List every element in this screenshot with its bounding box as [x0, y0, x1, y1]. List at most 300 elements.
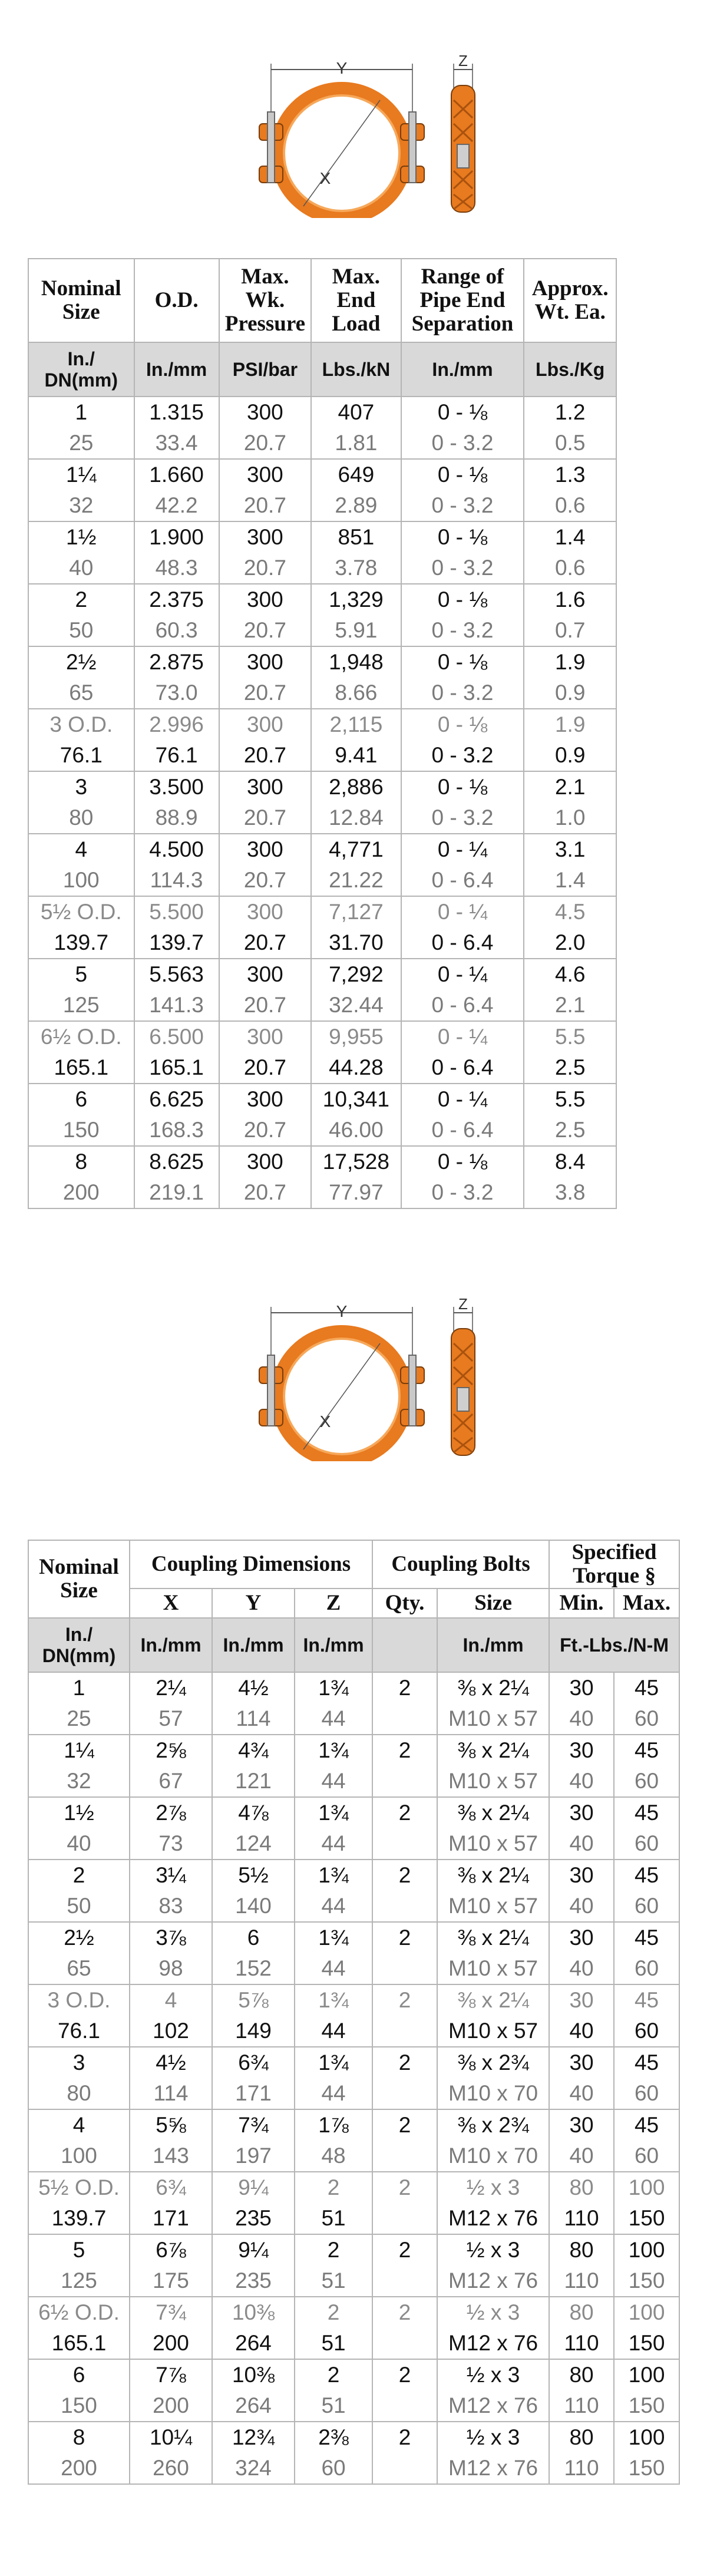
separation-cell [401, 834, 524, 896]
od-cell-primary: 1.660 [149, 463, 204, 487]
torque-max-cell [614, 2109, 679, 2172]
z-cell [295, 1922, 372, 1984]
x-cell-secondary: 114 [153, 2081, 189, 2105]
pressure-cell [219, 397, 312, 459]
nominal-size-cell-secondary: 200 [61, 2456, 97, 2480]
end-load-cell-secondary: 1.81 [335, 431, 378, 455]
nominal-size-cell-secondary: 80 [67, 2081, 91, 2105]
nominal-size-cell-secondary: 80 [69, 805, 94, 830]
nominal-size-cell-primary: 3 [72, 2050, 85, 2075]
x-cell-primary: 3¼ [156, 1863, 186, 1887]
torque-max-cell-primary: 45 [634, 1863, 659, 1887]
bolt-size-cell [437, 1922, 549, 1984]
x-cell-secondary: 200 [153, 2331, 189, 2355]
nominal-size-cell [28, 2234, 130, 2297]
z-cell-secondary: 51 [321, 2393, 346, 2418]
separation-cell [401, 1084, 524, 1146]
nominal-size-cell [28, 521, 134, 584]
x-cell [130, 2047, 212, 2109]
y-cell-primary: 7¾ [238, 2113, 269, 2137]
nominal-size-cell-secondary: 40 [67, 1831, 91, 1855]
table-row [28, 1922, 679, 1984]
z-cell-secondary: 44 [321, 2019, 346, 2043]
od-cell-secondary: 33.4 [155, 431, 198, 455]
nominal-size-cell-primary: 2½ [66, 650, 97, 674]
bolt-size-cell-secondary: M12 x 76 [448, 2331, 538, 2355]
od-cell [134, 1084, 219, 1146]
weight-cell-primary: 5.5 [554, 1025, 586, 1049]
torque-min-cell [549, 1860, 614, 1922]
qty-cell-value: 2 [398, 1738, 411, 1762]
pressure-cell [219, 584, 312, 646]
qty-cell-spacer [373, 2390, 437, 2421]
z-cell [295, 2109, 372, 2172]
qty-cell [372, 1797, 437, 1860]
x-cell-primary: 5⅝ [156, 2113, 186, 2137]
z-cell [295, 2297, 372, 2359]
nominal-size-cell-primary: 4 [75, 837, 88, 861]
od-cell-secondary: 219.1 [149, 1180, 204, 1204]
bolt-size-cell [437, 1735, 549, 1797]
weight-cell [524, 459, 616, 521]
torque-min-cell-secondary: 40 [569, 2019, 594, 2043]
bolt-size-cell [437, 2047, 549, 2109]
torque-min-cell-secondary: 40 [569, 2081, 594, 2105]
z-cell-secondary: 51 [321, 2331, 346, 2355]
weight-cell [524, 1084, 616, 1146]
dimensions-table [28, 1540, 680, 2485]
qty-cell-value: 2 [398, 1863, 411, 1887]
nominal-size-cell-secondary: 50 [69, 618, 94, 642]
nominal-size-cell-primary: 1 [72, 1676, 85, 1700]
od-cell-secondary: 139.7 [149, 930, 204, 955]
y-cell-primary: 5½ [238, 1863, 269, 1887]
nominal-size-cell [28, 1735, 130, 1797]
bolt-size-cell-primary: ½ x 3 [466, 2175, 520, 2199]
bolt-size-cell-primary: ½ x 3 [466, 2238, 520, 2262]
x-cell [130, 1984, 212, 2047]
pressure-cell-secondary: 20.7 [243, 431, 286, 455]
weight-cell-secondary: 3.8 [554, 1180, 586, 1204]
nominal-size-cell-primary: 5½ O.D. [40, 900, 122, 924]
nominal-size-cell-secondary: 32 [69, 493, 94, 517]
torque-min-cell [549, 2297, 614, 2359]
od-cell [134, 397, 219, 459]
qty-cell-spacer [373, 2328, 437, 2359]
y-cell-secondary: 121 [235, 1769, 272, 1793]
weight-cell [524, 584, 616, 646]
unit-od: In./mm [134, 342, 219, 397]
pressure-cell [219, 646, 312, 709]
torque-min-cell [549, 1797, 614, 1860]
bolt-size-cell [437, 1984, 549, 2047]
weight-cell-primary: 4.5 [554, 900, 586, 924]
bolt-size-cell-secondary: M10 x 57 [448, 1831, 538, 1855]
od-cell [134, 896, 219, 959]
end-load-cell-primary: 7,127 [329, 900, 384, 924]
x-cell-primary: 2⅞ [156, 1801, 186, 1825]
od-cell-primary: 2.375 [149, 587, 204, 612]
end-load-cell-primary: 2,115 [329, 712, 383, 737]
x-cell [130, 2297, 212, 2359]
separation-cell-secondary: 0 - 3.2 [431, 556, 494, 580]
y-dimension-label-2: Y [336, 1302, 348, 1320]
coupling-diagram-top [253, 53, 501, 218]
nominal-size-cell-secondary: 150 [61, 2393, 97, 2418]
separation-cell-secondary: 0 - 3.2 [431, 1180, 494, 1204]
torque-max-cell [614, 1860, 679, 1922]
qty-cell [372, 2359, 437, 2422]
col-weight: Approx. Wt. Ea. [524, 259, 616, 342]
weight-cell-secondary: 2.5 [554, 1055, 586, 1079]
od-cell [134, 834, 219, 896]
y-cell-secondary: 124 [235, 1831, 272, 1855]
nominal-size-cell [28, 2422, 130, 2484]
od-cell-primary: 5.500 [149, 900, 204, 924]
bolt-size-cell-secondary: M12 x 76 [448, 2393, 538, 2418]
end-load-cell [311, 959, 401, 1021]
bolt-size-cell-secondary: M12 x 76 [448, 2456, 538, 2480]
z-cell [295, 2234, 372, 2297]
nominal-size-cell-primary: 5 [72, 2238, 85, 2262]
unit2-x: In./mm [130, 1618, 212, 1672]
qty-cell [372, 1922, 437, 1984]
x-cell-primary: 4 [164, 1988, 177, 2012]
end-load-cell-primary: 4,771 [329, 837, 384, 861]
separation-cell-secondary: 0 - 3.2 [431, 681, 494, 705]
qty-cell-value: 2 [398, 2175, 411, 2199]
x-cell [130, 1672, 212, 1735]
od-cell-primary: 8.625 [149, 1150, 204, 1174]
nominal-size-cell [28, 2297, 130, 2359]
od-cell-primary: 4.500 [149, 837, 204, 861]
pressure-cell-primary: 300 [247, 587, 283, 612]
separation-cell-secondary: 0 - 6.4 [431, 993, 494, 1017]
weight-cell-primary: 5.5 [554, 1087, 586, 1111]
nominal-size-cell [28, 1084, 134, 1146]
separation-cell-secondary: 0 - 6.4 [431, 868, 494, 892]
separation-cell-primary: 0 - ¼ [437, 1025, 488, 1049]
z-cell-primary: 1¾ [318, 1738, 349, 1762]
torque-max-cell-secondary: 60 [634, 1769, 659, 1793]
weight-cell [524, 709, 616, 771]
col2-y: Y [212, 1588, 295, 1618]
pressure-cell-secondary: 20.7 [243, 556, 286, 580]
torque-min-cell-primary: 30 [569, 2050, 594, 2075]
torque-max-cell-secondary: 60 [634, 1831, 659, 1855]
separation-cell [401, 771, 524, 834]
nominal-size-cell [28, 896, 134, 959]
pressure-cell-secondary: 20.7 [243, 868, 286, 892]
end-load-cell-secondary: 77.97 [329, 1180, 384, 1204]
x-cell-primary: 6⅞ [156, 2238, 186, 2262]
x-cell-secondary: 143 [153, 2144, 189, 2168]
z-cell-secondary: 48 [321, 2144, 346, 2168]
end-load-cell [311, 646, 401, 709]
torque-max-cell [614, 2359, 679, 2422]
torque-max-cell-primary: 100 [628, 2175, 665, 2199]
end-load-cell-secondary: 44.28 [329, 1055, 384, 1079]
torque-max-cell [614, 2172, 679, 2234]
pressure-cell-secondary: 20.7 [243, 1118, 286, 1142]
nominal-size-cell-secondary: 76.1 [57, 2019, 100, 2043]
bolt-size-cell-primary: ½ x 3 [466, 2363, 520, 2387]
z-cell-secondary: 44 [321, 1831, 346, 1855]
nominal-size-cell-secondary: 139.7 [51, 2206, 107, 2230]
nominal-size-cell [28, 1860, 130, 1922]
x-dimension-label: X [319, 169, 331, 187]
weight-cell-secondary: 0.5 [554, 431, 586, 455]
y-cell-primary: 6¾ [238, 2050, 269, 2075]
weight-cell [524, 1021, 616, 1084]
nominal-size-cell [28, 584, 134, 646]
bolt-size-cell-secondary: M10 x 70 [448, 2081, 538, 2105]
torque-min-cell [549, 2109, 614, 2172]
col2-qty: Qty. [372, 1588, 437, 1618]
torque-min-cell-secondary: 110 [564, 2206, 599, 2230]
z-cell [295, 2359, 372, 2422]
col2-min: Min. [549, 1588, 614, 1618]
bolt-size-cell-primary: ⅜ x 2¼ [457, 1863, 529, 1887]
col2-z: Z [295, 1588, 372, 1618]
nominal-size-cell [28, 459, 134, 521]
weight-cell-secondary: 0.9 [554, 743, 586, 767]
y-cell-primary: 9¼ [238, 2238, 269, 2262]
x-cell [130, 1735, 212, 1797]
separation-cell-primary: 0 - ⅛ [437, 525, 488, 549]
separation-cell-secondary: 0 - 3.2 [431, 431, 494, 455]
end-load-cell [311, 834, 401, 896]
nominal-size-cell-secondary: 25 [69, 431, 94, 455]
nominal-size-cell [28, 2172, 130, 2234]
pressure-cell-secondary: 20.7 [243, 681, 286, 705]
table-row [28, 1860, 679, 1922]
torque-max-cell-primary: 100 [628, 2425, 665, 2449]
qty-cell [372, 1735, 437, 1797]
z-cell-primary: 1¾ [318, 1801, 349, 1825]
unit2-nominal-size: In./ DN(mm) [28, 1618, 130, 1672]
qty-cell [372, 2172, 437, 2234]
weight-cell-primary: 1.4 [554, 525, 586, 549]
torque-max-cell-secondary: 60 [634, 2081, 659, 2105]
z-cell-secondary: 44 [321, 2081, 346, 2105]
pressure-cell [219, 771, 312, 834]
bolt-size-cell-secondary: M10 x 57 [448, 1769, 538, 1793]
nominal-size-cell-secondary: 76.1 [60, 743, 103, 767]
col-nominal-size: Nominal Size [28, 259, 134, 342]
z-cell-secondary: 60 [321, 2456, 346, 2480]
od-cell-primary: 1.900 [149, 525, 204, 549]
nominal-size-cell [28, 646, 134, 709]
y-cell-secondary: 171 [235, 2081, 272, 2105]
z-cell-primary: 1⅞ [318, 2113, 349, 2137]
unit2-torque: Ft.-Lbs./N-M [549, 1618, 679, 1672]
y-cell-secondary: 140 [235, 1894, 272, 1918]
x-cell-secondary: 260 [153, 2456, 189, 2480]
pressure-cell-primary: 300 [247, 712, 283, 737]
torque-min-cell-primary: 30 [569, 1988, 594, 2012]
z-cell-secondary: 44 [321, 1769, 346, 1793]
od-cell [134, 1146, 219, 1208]
qty-cell-value: 2 [398, 1801, 411, 1825]
qty-cell [372, 2422, 437, 2484]
z-cell-primary: 1¾ [318, 2050, 349, 2075]
bolt-size-cell [437, 2359, 549, 2422]
qty-cell-value: 2 [398, 2363, 411, 2387]
bolt-size-cell [437, 1797, 549, 1860]
end-load-cell-secondary: 46.00 [329, 1118, 384, 1142]
qty-cell-value: 2 [398, 2425, 411, 2449]
z-cell [295, 2047, 372, 2109]
torque-max-cell-secondary: 60 [634, 1956, 659, 1980]
torque-min-cell-secondary: 40 [569, 1769, 594, 1793]
torque-min-cell-secondary: 40 [569, 1831, 594, 1855]
od-cell [134, 771, 219, 834]
od-cell-primary: 5.563 [149, 962, 204, 986]
table-row [28, 1146, 616, 1208]
z-cell-secondary: 44 [321, 1894, 346, 1918]
torque-min-cell-primary: 30 [569, 1676, 594, 1700]
end-load-cell [311, 584, 401, 646]
end-load-cell-primary: 407 [338, 400, 375, 424]
pressure-cell-primary: 300 [247, 463, 283, 487]
od-cell [134, 1021, 219, 1084]
y-cell-secondary: 152 [235, 1956, 272, 1980]
pressure-cell [219, 521, 312, 584]
od-cell-secondary: 73.0 [155, 681, 198, 705]
separation-cell-secondary: 0 - 6.4 [431, 1055, 494, 1079]
y-cell-secondary: 264 [235, 2393, 272, 2418]
separation-cell-primary: 0 - ⅛ [437, 587, 488, 612]
col-od: O.D. [134, 259, 219, 342]
x-cell-secondary: 102 [153, 2019, 189, 2043]
bolt-size-cell-secondary: M12 x 76 [448, 2268, 538, 2293]
col2-size: Size [437, 1588, 549, 1618]
bolt-size-cell-primary: ½ x 3 [466, 2300, 520, 2324]
od-cell-primary: 6.500 [149, 1025, 204, 1049]
torque-max-cell-primary: 100 [628, 2238, 665, 2262]
z-cell-primary: 2⅜ [318, 2425, 349, 2449]
nominal-size-cell-secondary: 40 [69, 556, 94, 580]
unit-weight: Lbs./Kg [524, 342, 616, 397]
table-row [28, 2359, 679, 2422]
od-cell-secondary: 165.1 [149, 1055, 204, 1079]
bolt-size-cell [437, 2422, 549, 2484]
nominal-size-cell [28, 1021, 134, 1084]
pressure-cell [219, 896, 312, 959]
unit2-qty [372, 1618, 437, 1672]
weight-cell-primary: 3.1 [554, 837, 586, 861]
qty-cell-value: 2 [398, 2113, 411, 2137]
weight-cell-primary: 4.6 [554, 962, 586, 986]
z-cell [295, 1672, 372, 1735]
x-cell-secondary: 67 [158, 1769, 183, 1793]
nominal-size-cell-secondary: 165.1 [54, 1055, 109, 1079]
torque-min-cell [549, 2234, 614, 2297]
end-load-cell [311, 771, 401, 834]
end-load-cell-secondary: 21.22 [329, 868, 384, 892]
nominal-size-cell [28, 2047, 130, 2109]
torque-max-cell-secondary: 60 [634, 1894, 659, 1918]
torque-min-cell [549, 1922, 614, 1984]
end-load-cell [311, 709, 401, 771]
y-cell [212, 1922, 295, 1984]
separation-cell-primary: 0 - ¼ [437, 900, 488, 924]
col2-x: X [130, 1588, 212, 1618]
end-load-cell-primary: 1,329 [329, 587, 384, 612]
weight-cell-primary: 1.9 [554, 712, 586, 737]
pressure-cell [219, 459, 312, 521]
y-cell-secondary: 114 [236, 1706, 271, 1730]
bolt-size-cell-secondary: M10 x 57 [448, 1956, 538, 1980]
torque-max-cell [614, 2234, 679, 2297]
separation-cell-secondary: 0 - 3.2 [431, 805, 494, 830]
qty-cell [372, 2297, 437, 2359]
bolt-size-cell-primary: ⅜ x 2¼ [457, 1801, 529, 1825]
nominal-size-cell-secondary: 125 [62, 993, 100, 1017]
nominal-size-cell-secondary: 50 [67, 1894, 91, 1918]
coupling-drawing [253, 53, 501, 218]
z-cell-primary: 2 [327, 2363, 340, 2387]
end-load-cell-primary: 1,948 [329, 650, 384, 674]
end-load-cell [311, 896, 401, 959]
separation-cell [401, 896, 524, 959]
pressure-cell-primary: 300 [247, 1087, 283, 1111]
z-cell [295, 2172, 372, 2234]
y-cell-secondary: 235 [235, 2206, 272, 2230]
nominal-size-cell-primary: 1½ [66, 525, 97, 549]
x-cell-secondary: 175 [153, 2268, 189, 2293]
nominal-size-cell [28, 1984, 130, 2047]
nominal-size-cell-primary: 8 [72, 2425, 85, 2449]
nominal-size-cell-primary: 1¼ [64, 1738, 94, 1762]
torque-max-cell [614, 2047, 679, 2109]
bolt-size-cell-primary: ⅜ x 2¼ [457, 1988, 529, 2012]
end-load-cell [311, 459, 401, 521]
qty-cell-spacer [373, 2203, 437, 2234]
separation-cell [401, 521, 524, 584]
qty-cell [372, 1984, 437, 2047]
table-row [28, 1084, 616, 1146]
table-row [28, 709, 616, 771]
col-separation: Range of Pipe End Separation [401, 259, 524, 342]
pressure-cell-primary: 300 [247, 837, 283, 861]
qty-cell-spacer [373, 1703, 437, 1734]
x-cell-primary: 4½ [156, 2050, 186, 2075]
x-cell-primary: 7¾ [156, 2300, 186, 2324]
separation-cell-primary: 0 - ⅛ [437, 1150, 488, 1174]
weight-cell [524, 397, 616, 459]
col2-max: Max. [614, 1588, 679, 1618]
x-cell-primary: 3⅞ [156, 1926, 186, 1950]
pressure-cell-primary: 300 [247, 650, 283, 674]
end-load-cell-primary: 9,955 [329, 1025, 384, 1049]
qty-cell-spacer [373, 1891, 437, 1921]
weight-cell-secondary: 2.5 [554, 1118, 586, 1142]
unit-nominal-size: In./ DN(mm) [28, 342, 134, 397]
pressure-cell [219, 1084, 312, 1146]
weight-cell-primary: 2.1 [554, 775, 586, 799]
col-pressure: Max. Wk. Pressure [219, 259, 312, 342]
pressure-cell-primary: 300 [247, 1025, 283, 1049]
torque-max-cell-primary: 45 [634, 2050, 659, 2075]
bolt-size-cell-primary: ½ x 3 [466, 2425, 520, 2449]
torque-max-cell-secondary: 60 [634, 2144, 659, 2168]
table-row [28, 1797, 679, 1860]
end-load-cell [311, 1084, 401, 1146]
unit2-z: In./mm [295, 1618, 372, 1672]
weight-cell-secondary: 2.0 [554, 930, 586, 955]
